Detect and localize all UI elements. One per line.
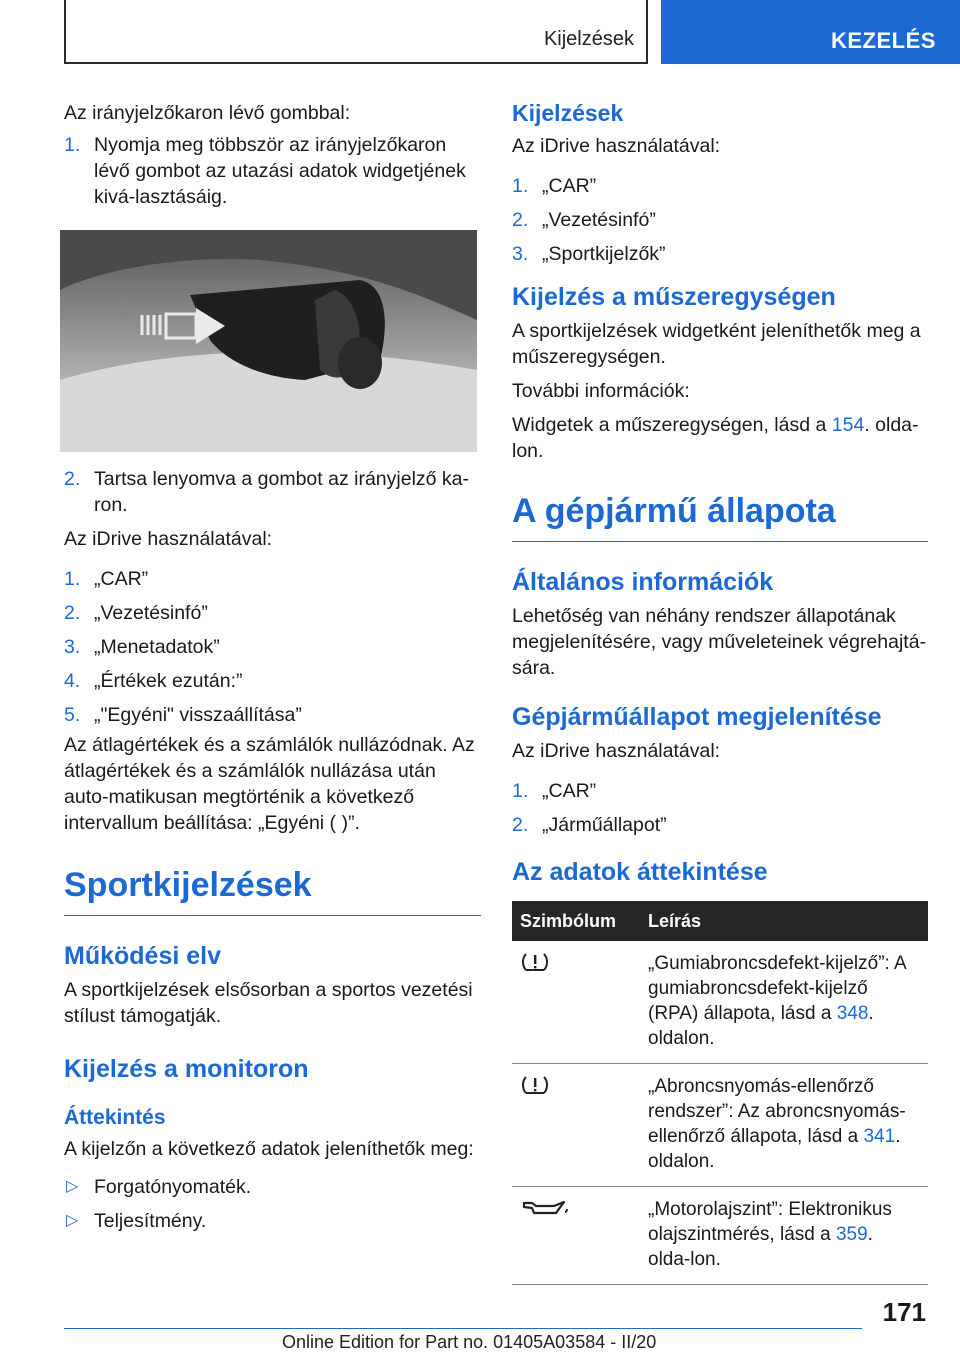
cluster-text: A sportkijelzések widgetként jeleníthetők meg a műszeregységen. (512, 320, 921, 368)
tire-pressure-icon (520, 1074, 550, 1096)
reset-text: Az átlagértékek és a számlálók nullázódnak. Az átlagértékek és a számlálók nullázása után auto-matikusan megtörténik a következő intervallum beállítása: „Egyéni ( )”. (64, 734, 475, 834)
list-item: 3. „Menetadatok” (64, 636, 220, 658)
page-link[interactable]: 348 (836, 1003, 869, 1024)
list-item: 2. Tartsa lenyomva a gombot az irányjelző ka-ron. (64, 468, 470, 516)
footer-edition: Online Edition for Part no. 01405A03584 - II/20 (282, 1332, 657, 1352)
display-intro: Az iDrive használatával: (512, 135, 721, 157)
table-row: „Motorolajszint”: Elektronikus olajszintmérés, lásd a 359. olda-lon. (512, 1187, 928, 1285)
general-text: Lehetőség van néhány rendszer állapotának megjelenítésére, vagy műveleteinek végrehajtá-sára. (512, 605, 927, 679)
overview-text: A kijelzőn a következő adatok jeleníthetők meg: (64, 1138, 474, 1160)
triangle-bullet-icon: ▷ (66, 1178, 79, 1195)
display-steps (512, 173, 928, 267)
lever-illustration (60, 230, 477, 452)
footer-divider (64, 1328, 862, 1329)
idrive-steps (64, 566, 481, 728)
tire-warning-icon (520, 951, 550, 973)
widget-reference: Widgetek a műszeregységen, lásd a 154. olda-lon. (512, 414, 919, 462)
heading-cluster-display: Kijelzés a műszeregységen (512, 283, 836, 311)
show-steps (512, 778, 928, 838)
heading-overview: Áttekintés (64, 1106, 166, 1129)
list-item: ▷ Forgatónyomaték. (66, 1176, 252, 1198)
heading-data-overview: Az adatok áttekintése (512, 858, 768, 886)
heading-sport-displays: Sportkijelzések (64, 866, 481, 916)
list-item: 2. „Járműállapot” (512, 814, 667, 836)
steps-list-2 (64, 466, 481, 518)
status-table (512, 901, 928, 1285)
list-item: 5. „"Egyéni" visszaállítása” (64, 704, 302, 726)
heading-show-status: Gépjárműállapot megjelenítése (512, 703, 882, 731)
left-column (64, 100, 481, 1242)
heading-displays: Kijelzések (512, 100, 624, 126)
triangle-bullet-icon: ▷ (66, 1212, 79, 1229)
overview-list (64, 1174, 481, 1234)
principle-text: A sportkijelzések elsősorban a sportos vezetési stílust támogatják. (64, 979, 473, 1027)
table-row: „Abroncsnyomás-ellenőrző rendszer”: Az abroncsnyomás-ellenőrző állapota, lásd a 341. oldalon. (512, 1064, 928, 1187)
steps-list-1 (64, 132, 481, 210)
right-column (512, 100, 928, 1285)
list-item: 2. „Vezetésinfó” (512, 209, 656, 231)
page-number: 171 (882, 1297, 926, 1327)
header-section-title: Kijelzések (543, 28, 634, 50)
page-link[interactable]: 341 (863, 1126, 896, 1147)
turn-signal-lever-photo (60, 230, 477, 452)
page-link[interactable]: 359 (835, 1224, 868, 1245)
more-info-label: További információk: (512, 380, 690, 402)
oil-can-icon (520, 1197, 572, 1219)
heading-principle: Működési elv (64, 942, 221, 970)
list-item: 1. „CAR” (64, 568, 149, 590)
heading-general-info: Általános információk (512, 568, 774, 596)
list-item: ▷ Teljesítmény. (66, 1210, 207, 1232)
column-header-symbol: Szimbólum (512, 901, 640, 941)
list-item: 1. „CAR” (512, 175, 597, 197)
header-chapter-tab (661, 0, 960, 64)
show-intro: Az iDrive használatával: (512, 740, 721, 762)
idrive-intro: Az iDrive használatával: (64, 528, 273, 550)
table-header-row (512, 901, 928, 941)
column-header-description: Leírás (640, 901, 928, 941)
list-item: 3. „Sportkijelzők” (512, 243, 666, 265)
page-link[interactable]: 154 (831, 414, 865, 436)
list-item: 2. „Vezetésinfó” (64, 602, 208, 624)
header-section-tab (64, 0, 648, 64)
heading-monitor-display: Kijelzés a monitoron (64, 1055, 309, 1083)
list-item: 1. „CAR” (512, 780, 597, 802)
header-chapter-title: KEZELÉS (831, 28, 936, 53)
table-row: „Gumiabroncsdefekt-kijelző”: A gumiabroncsdefekt-kijelző (RPA) állapota, lásd a 348. oldalon. (512, 941, 928, 1064)
heading-vehicle-status: A gépjármű állapota (512, 492, 928, 542)
intro-text: Az irányjelzőkaron lévő gombbal: (64, 102, 351, 124)
list-item: 4. „Értékek ezután:” (64, 670, 243, 692)
list-item: 1. Nyomja meg többször az irányjelzőkaron lévő gombot az utazási adatok widgetjének kivá-lasztásáig. (64, 134, 466, 208)
